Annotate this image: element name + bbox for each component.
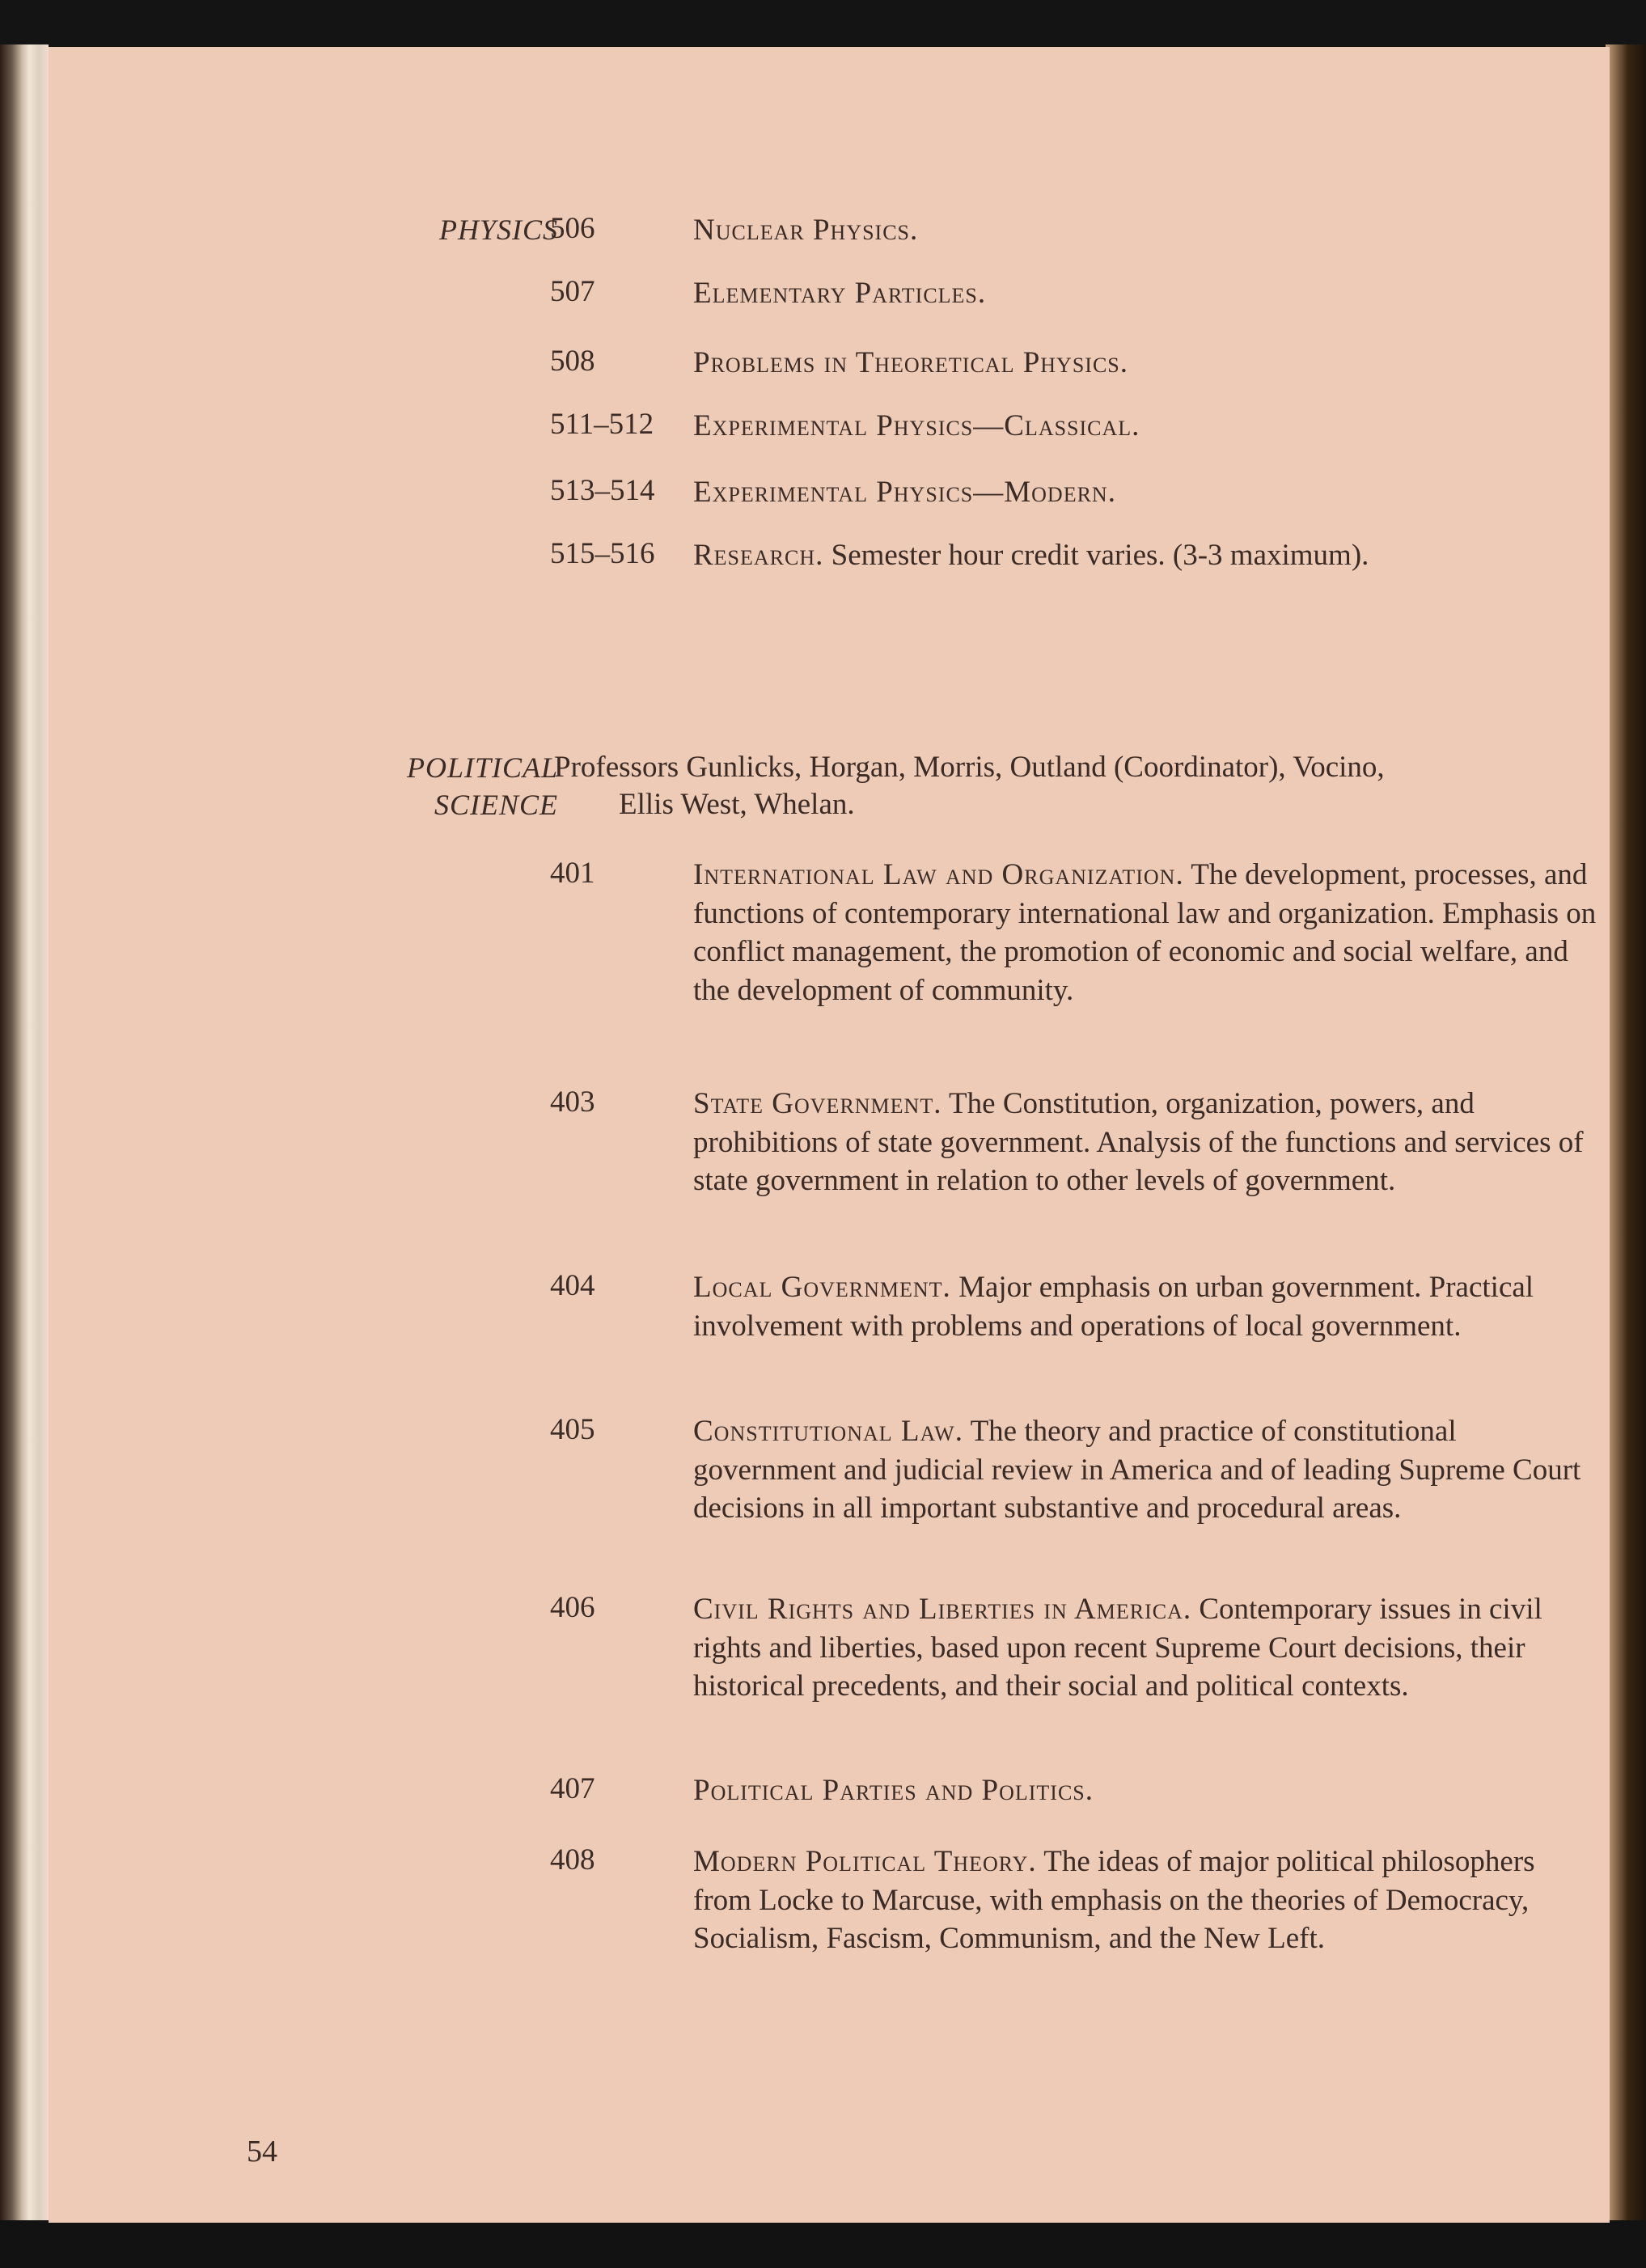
course-title: Elementary Particles. [693, 277, 987, 310]
course-text [693, 211, 1599, 250]
course-number: 508 [550, 345, 595, 378]
faculty-list [554, 749, 1606, 823]
course-title: Modern Political Theory. [693, 1845, 1037, 1878]
book-spine [0, 44, 49, 2228]
course-title: Nuclear Physics. [693, 214, 919, 247]
course-text [693, 473, 1599, 512]
course-text [693, 536, 1599, 575]
course-text [693, 1771, 1599, 1810]
course-title: Experimental Physics—Modern. [693, 476, 1116, 509]
course-description: Major emphasis on urban government. Practical involvement with problems and operations of local government. [693, 1271, 1534, 1343]
course-title: Constitutional Law. [693, 1415, 963, 1448]
course-number: 407 [550, 1772, 595, 1805]
section-label-line: SCIENCE [434, 789, 558, 821]
course-number: 513–514 [550, 474, 655, 507]
faculty-line: Professors Gunlicks, Horgan, Morris, Outland (Coordinator), Vocino, [554, 751, 1385, 784]
course-text [693, 856, 1599, 1009]
course-text [693, 1590, 1599, 1706]
page-number: 54 [247, 2135, 277, 2169]
course-description: The theory and practice of constitutional government and judicial review in America and of leading Supreme Court decisions in all important substantive and procedural areas. [693, 1415, 1581, 1525]
course-description: The ideas of major political philosophers from Locke to Marcuse, with emphasis on the theories of Democracy, Socialism, Fascism, Communism, and the New Left. [693, 1845, 1535, 1955]
course-number: 401 [550, 857, 595, 890]
course-text [693, 1412, 1599, 1528]
course-description: Contemporary issues in civil rights and liberties, based upon recent Supreme Court decisions, their historical precedents, and their social and political contexts. [693, 1593, 1542, 1703]
scan-border-top [0, 0, 1646, 50]
course-title: Political Parties and Politics. [693, 1774, 1094, 1807]
course-text [693, 407, 1599, 446]
course-title: Local Government. [693, 1271, 951, 1304]
course-text [693, 1843, 1599, 1958]
course-text [693, 274, 1599, 313]
course-text [693, 1085, 1599, 1200]
section-label-physics: PHYSICS [438, 214, 558, 246]
course-title: Civil Rights and Liberties in America. [693, 1593, 1192, 1626]
course-description: The Constitution, organization, powers, and prohibitions of state government. Analysis of the functions and services of state government in relation to other levels of government. [693, 1087, 1584, 1197]
course-number: 506 [550, 212, 595, 245]
course-number: 403 [550, 1085, 595, 1119]
scan-border-bottom [0, 2220, 1646, 2268]
course-number: 507 [550, 275, 595, 308]
faculty-line: Ellis West, Whelan. [619, 788, 855, 821]
course-number: 404 [550, 1269, 595, 1302]
page-edge-shadow [1606, 44, 1646, 2228]
course-title: International Law and Organization. [693, 858, 1184, 891]
course-number: 511–512 [550, 408, 654, 441]
course-title: Problems in Theoretical Physics. [693, 346, 1128, 379]
section-label-political-science [315, 749, 558, 823]
course-description: The development, processes, and functions of contemporary international law and organization. Emphasis on conflict management, the promotion of economic and social welfare, and the development of community. [693, 858, 1597, 1007]
course-number: 405 [550, 1413, 595, 1446]
course-number: 408 [550, 1843, 595, 1877]
book-page [49, 47, 1610, 2223]
course-number: 406 [550, 1591, 595, 1624]
course-title: State Government. [693, 1087, 942, 1120]
course-text [693, 344, 1599, 383]
course-title: Research. [693, 539, 824, 572]
course-text [693, 1268, 1599, 1345]
course-title: Experimental Physics—Classical. [693, 409, 1140, 442]
course-description: Semester hour credit varies. (3-3 maximum). [823, 539, 1369, 572]
section-label-line: POLITICAL [406, 751, 558, 784]
course-number: 515–516 [550, 537, 655, 570]
